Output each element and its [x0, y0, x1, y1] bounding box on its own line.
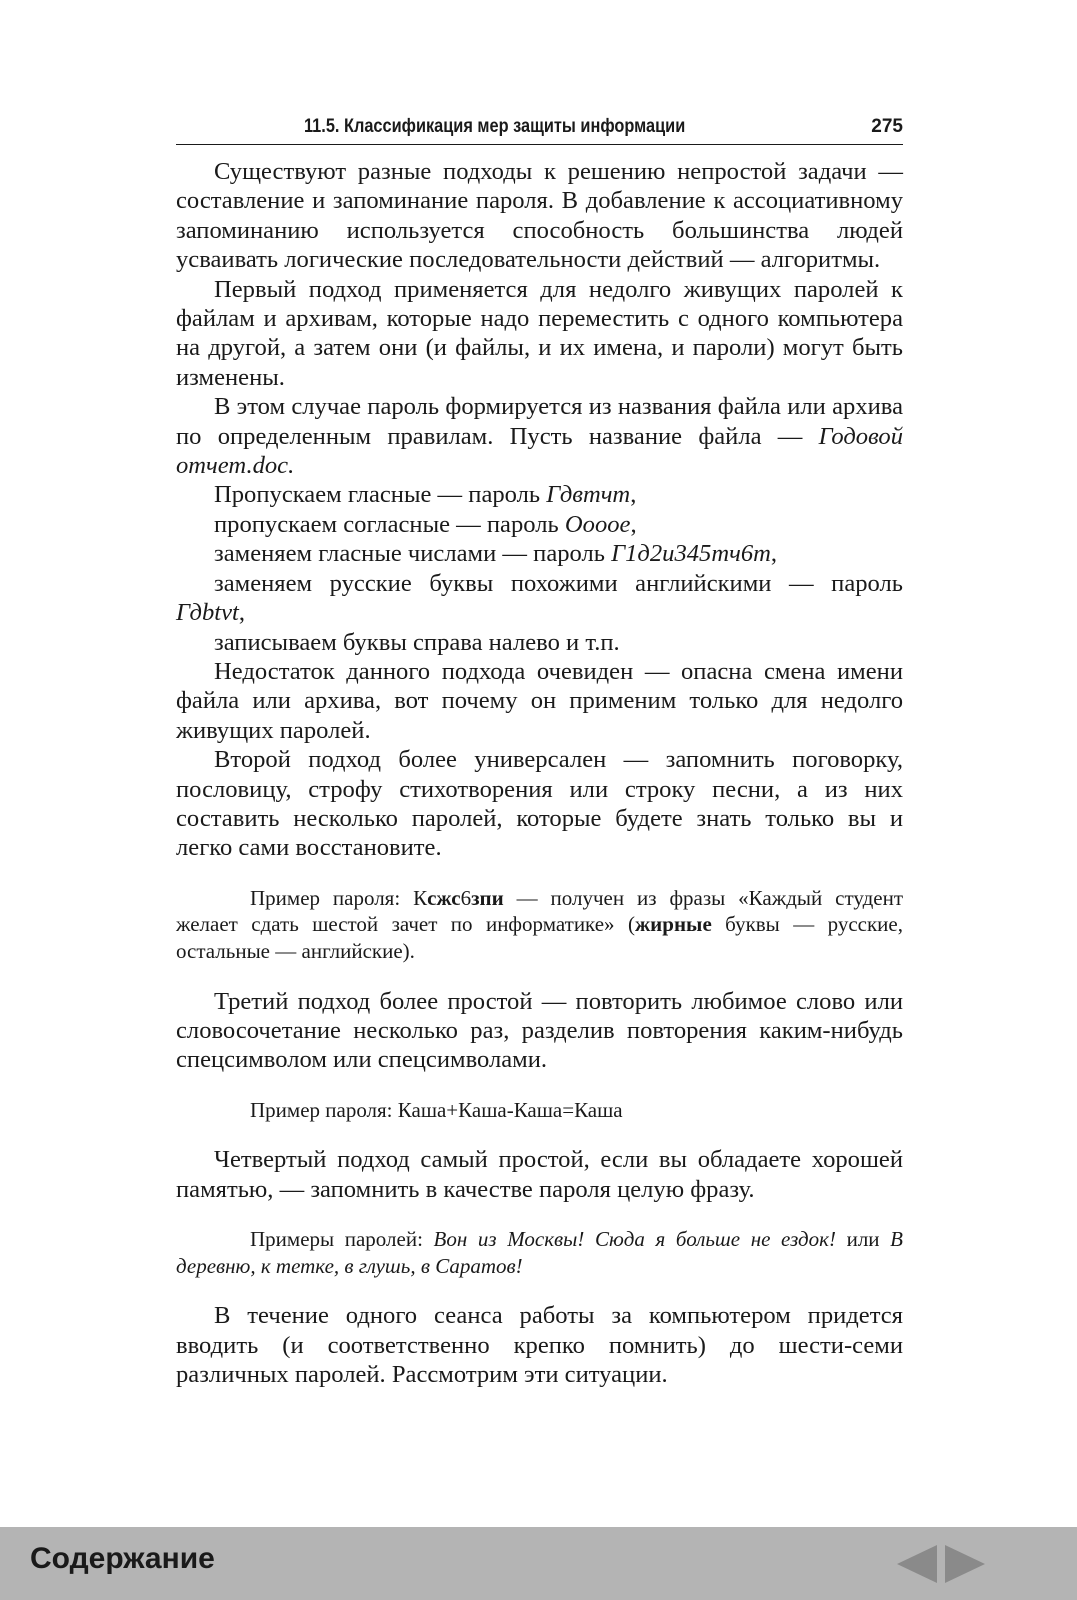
- page-number: 275: [871, 116, 903, 137]
- paragraph: Второй подход более универсален — запомнить поговорку, пословицу, строфу стихотворения или строку песни, а из них составить несколько паролей, которые будете знать только вы и легко сами восстановите.: [176, 746, 903, 862]
- contents-link[interactable]: Содержание: [30, 1542, 215, 1575]
- running-header: [176, 114, 903, 145]
- example-block: Пример пароля: Каша+Каша-Каша=Каша: [250, 1097, 623, 1122]
- paragraph: Недостаток данного подхода очевиден — опасна смена имени файла или архива, вот почему он применим только для недолго живущих паролей.: [176, 657, 903, 744]
- navigation-bar: [0, 1527, 1077, 1600]
- triangle-left-icon[interactable]: [897, 1545, 937, 1583]
- triangle-right-icon[interactable]: [945, 1545, 985, 1583]
- rule-line: заменяем гласные числами — пароль Г1д2и345тч6т,: [214, 540, 778, 568]
- rule-line: пропускаем согласные — пароль Оооое,: [214, 510, 637, 538]
- chapter-title: 11.5. Классификация мер защиты информации: [304, 116, 686, 137]
- page-content: [176, 157, 903, 1390]
- rule-line: Пропускаем гласные — пароль Гдвтчт,: [214, 481, 637, 509]
- example-block: Пример пароля: Ксжс6зпи — получен из фразы «Каждый студент желает сдать шестой зачет по информатике» (жирные буквы — русские, остальные — английские).: [176, 885, 903, 963]
- paragraph: В этом случае пароль формируется из названия файла или архива по определенным правилам. Пусть название файла — Годовой отчет.doc.: [176, 393, 903, 480]
- rule-line: записываем буквы справа налево и т.п.: [214, 628, 620, 656]
- paragraph: Существуют разные подходы к решению непростой задачи — составление и запоминание пароля. В добавление к ассоциативному запоминанию используется способность большинства людей усваивать логические последовательности действий — алгоритмы.: [176, 158, 903, 274]
- paragraph: В течение одного сеанса работы за компьютером придется вводить (и соответственно крепко помнить) до шести-семи различных паролей. Рассмотрим эти ситуации.: [176, 1302, 903, 1389]
- paragraph: Третий подход более простой — повторить любимое слово или словосочетание несколько раз, разделив повторения каким-нибудь спецсимволом или спецсимволами.: [176, 987, 903, 1074]
- rule-line: заменяем русские буквы похожими английскими — пароль Гдbtvt,: [176, 569, 903, 627]
- example-block: Примеры паролей: Вон из Москвы! Сюда я больше не ездок! или В деревню, к тетке, в глушь, в Саратов!: [176, 1227, 903, 1278]
- paragraph: Четвертый подход самый простой, если вы обладаете хорошей памятью, — запомнить в качестве пароля целую фразу.: [176, 1146, 903, 1203]
- paragraph: Первый подход применяется для недолго живущих паролей к файлам и архивам, которые надо переместить с одного компьютера на другой, а затем они (и файлы, и их имена, и пароли) могут быть изменены.: [176, 275, 903, 391]
